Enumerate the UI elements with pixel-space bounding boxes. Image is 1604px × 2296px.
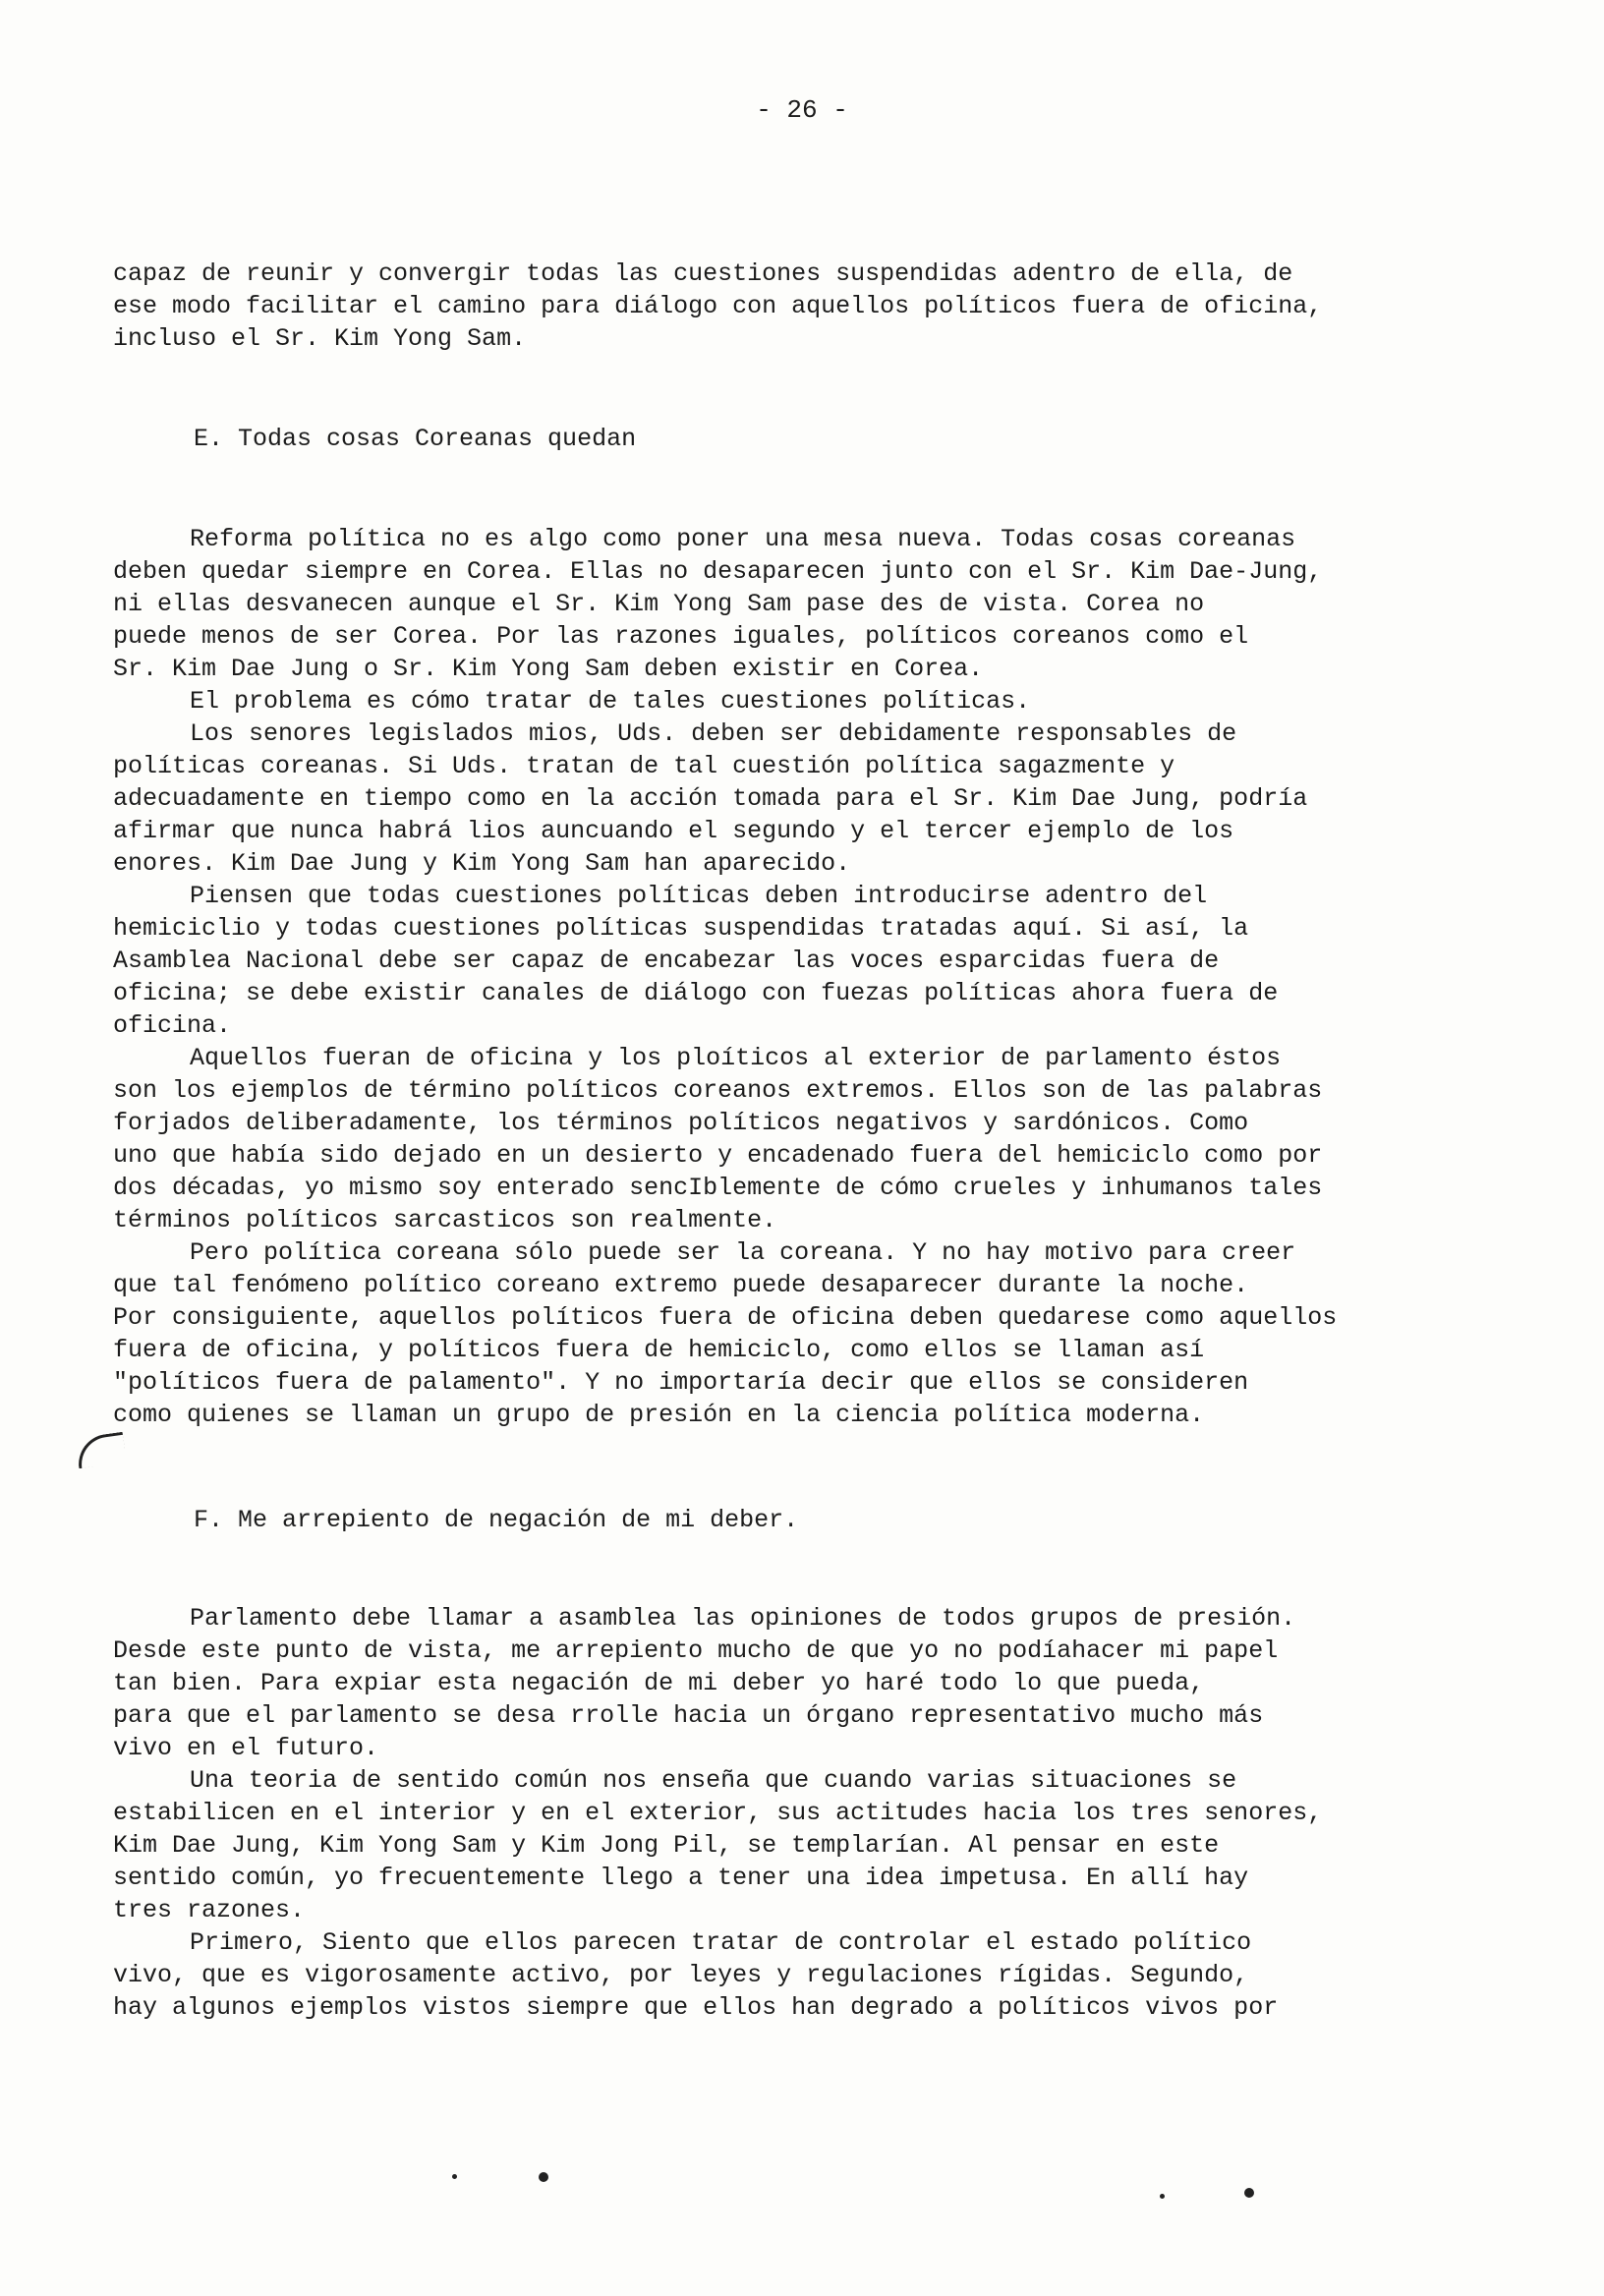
intro-paragraph (113, 258, 1489, 355)
text-line: adecuadamente en tiempo como en la acción tomada para el Sr. Kim Dae Jung, podría (113, 784, 1308, 813)
ink-speck (452, 2174, 457, 2179)
text-line: hemiciclio y todas cuestiones políticas suspendidas tratadas aquí. Si así, la (113, 914, 1249, 943)
section-e-body (113, 523, 1489, 1431)
text-line: fuera de oficina, y políticos fuera de hemiciclo, como ellos se llaman así (113, 1336, 1205, 1364)
text-line: Por consiguiente, aquellos políticos fuera de oficina deben quedarese como aquellos (113, 1303, 1338, 1332)
text-line: ese modo facilitar el camino para diálogo con aquellos políticos fuera de oficina, (113, 292, 1323, 320)
section-e-heading: E. Todas cosas Coreanas quedan (194, 425, 637, 453)
text-line: Reforma política no es algo como poner una mesa nueva. Todas cosas coreanas (190, 525, 1296, 553)
section-f-body (113, 1602, 1489, 2024)
text-line: Los senores legislados mios, Uds. deben ser debidamente responsables de (190, 719, 1237, 748)
section-f-heading: F. Me arrepiento de negación de mi deber. (194, 1506, 799, 1534)
text-line: estabilicen en el interior y en el exterior, sus actitudes hacia los tres senores, (113, 1799, 1323, 1827)
text-line: capaz de reunir y convergir todas las cuestiones suspendidas adentro de ella, de (113, 259, 1293, 288)
text-line: Desde este punto de vista, me arrepiento mucho de que yo no podíahacer mi papel (113, 1636, 1279, 1665)
text-line: ni ellas desvanecen aunque el Sr. Kim Yong Sam pase des de vista. Corea no (113, 590, 1205, 618)
text-line: tres razones. (113, 1896, 306, 1924)
text-line: sentido común, yo frecuentemente llego a tener una idea impetusa. En allí hay (113, 1864, 1249, 1892)
text-line: Aquellos fueran de oficina y los ploíticos al exterior de parlamento éstos (190, 1044, 1282, 1072)
text-line: que tal fenómeno político coreano extremo puede desaparecer durante la noche. (113, 1271, 1249, 1299)
handwritten-mark (75, 1432, 127, 1469)
text-line: incluso el Sr. Kim Yong Sam. (113, 324, 527, 353)
page-number: - 26 - (756, 95, 848, 125)
text-line: Asamblea Nacional debe ser capaz de encabezar las voces esparcidas fuera de (113, 947, 1220, 975)
text-line: como quienes se llaman un grupo de presión en la ciencia política moderna. (113, 1401, 1205, 1429)
ink-speck (1160, 2194, 1165, 2199)
text-line: son los ejemplos de término políticos coreanos extremos. Ellos son de las palabras (113, 1076, 1323, 1105)
text-line: Kim Dae Jung, Kim Yong Sam y Kim Jong Pil, se templarían. Al pensar en este (113, 1831, 1220, 1860)
text-line: afirmar que nunca habrá lios auncuando el segundo y el tercer ejemplo de los (113, 817, 1234, 845)
text-line: deben quedar siempre en Corea. Ellas no desaparecen junto con el Sr. Kim Dae-Jung, (113, 557, 1323, 586)
text-line: Primero, Siento que ellos parecen tratar de controlar el estado político (190, 1928, 1252, 1957)
text-line: Piensen que todas cuestiones políticas deben introducirse adentro del (190, 882, 1208, 910)
text-line: vivo en el futuro. (113, 1734, 379, 1762)
text-line: políticas coreanas. Si Uds. tratan de tal cuestión política sagazmente y (113, 752, 1175, 780)
text-line: Pero política coreana sólo puede ser la coreana. Y no hay motivo para creer (190, 1238, 1296, 1267)
text-line: vivo, que es vigorosamente activo, por leyes y regulaciones rígidas. Segundo, (113, 1961, 1249, 1989)
text-line: oficina; se debe existir canales de diálogo con fuezas políticas ahora fuera de (113, 979, 1279, 1007)
ink-speck (1244, 2188, 1254, 2198)
ink-speck (539, 2172, 548, 2182)
text-line: dos décadas, yo mismo soy enterado sencIblemente de cómo crueles y inhumanos tales (113, 1174, 1323, 1202)
text-line: El problema es cómo tratar de tales cuestiones políticas. (190, 687, 1031, 716)
text-line: oficina. (113, 1011, 232, 1040)
text-line: Parlamento debe llamar a asamblea las opiniones de todos grupos de presión. (190, 1604, 1296, 1633)
text-line: puede menos de ser Corea. Por las razones iguales, políticos coreanos como el (113, 622, 1249, 651)
text-line: tan bien. Para expiar esta negación de mi deber yo haré todo lo que pueda, (113, 1669, 1205, 1697)
text-line: forjados deliberadamente, los términos políticos negativos y sardónicos. Como (113, 1109, 1249, 1137)
text-line: términos políticos sarcasticos son realmente. (113, 1206, 777, 1234)
text-line: Sr. Kim Dae Jung o Sr. Kim Yong Sam deben existir en Corea. (113, 655, 984, 683)
text-line: uno que había sido dejado en un desierto y encadenado fuera del hemiciclo como por (113, 1141, 1323, 1170)
text-line: Una teoria de sentido común nos enseña que cuando varias situaciones se (190, 1766, 1237, 1795)
text-line: "políticos fuera de palamento". Y no importaría decir que ellos se consideren (113, 1368, 1249, 1397)
text-line: enores. Kim Dae Jung y Kim Yong Sam han aparecido. (113, 849, 851, 878)
text-line: para que el parlamento se desa rrolle hacia un órgano representativo mucho más (113, 1701, 1264, 1730)
text-line: hay algunos ejemplos vistos siempre que ellos han degrado a políticos vivos por (113, 1993, 1279, 2022)
